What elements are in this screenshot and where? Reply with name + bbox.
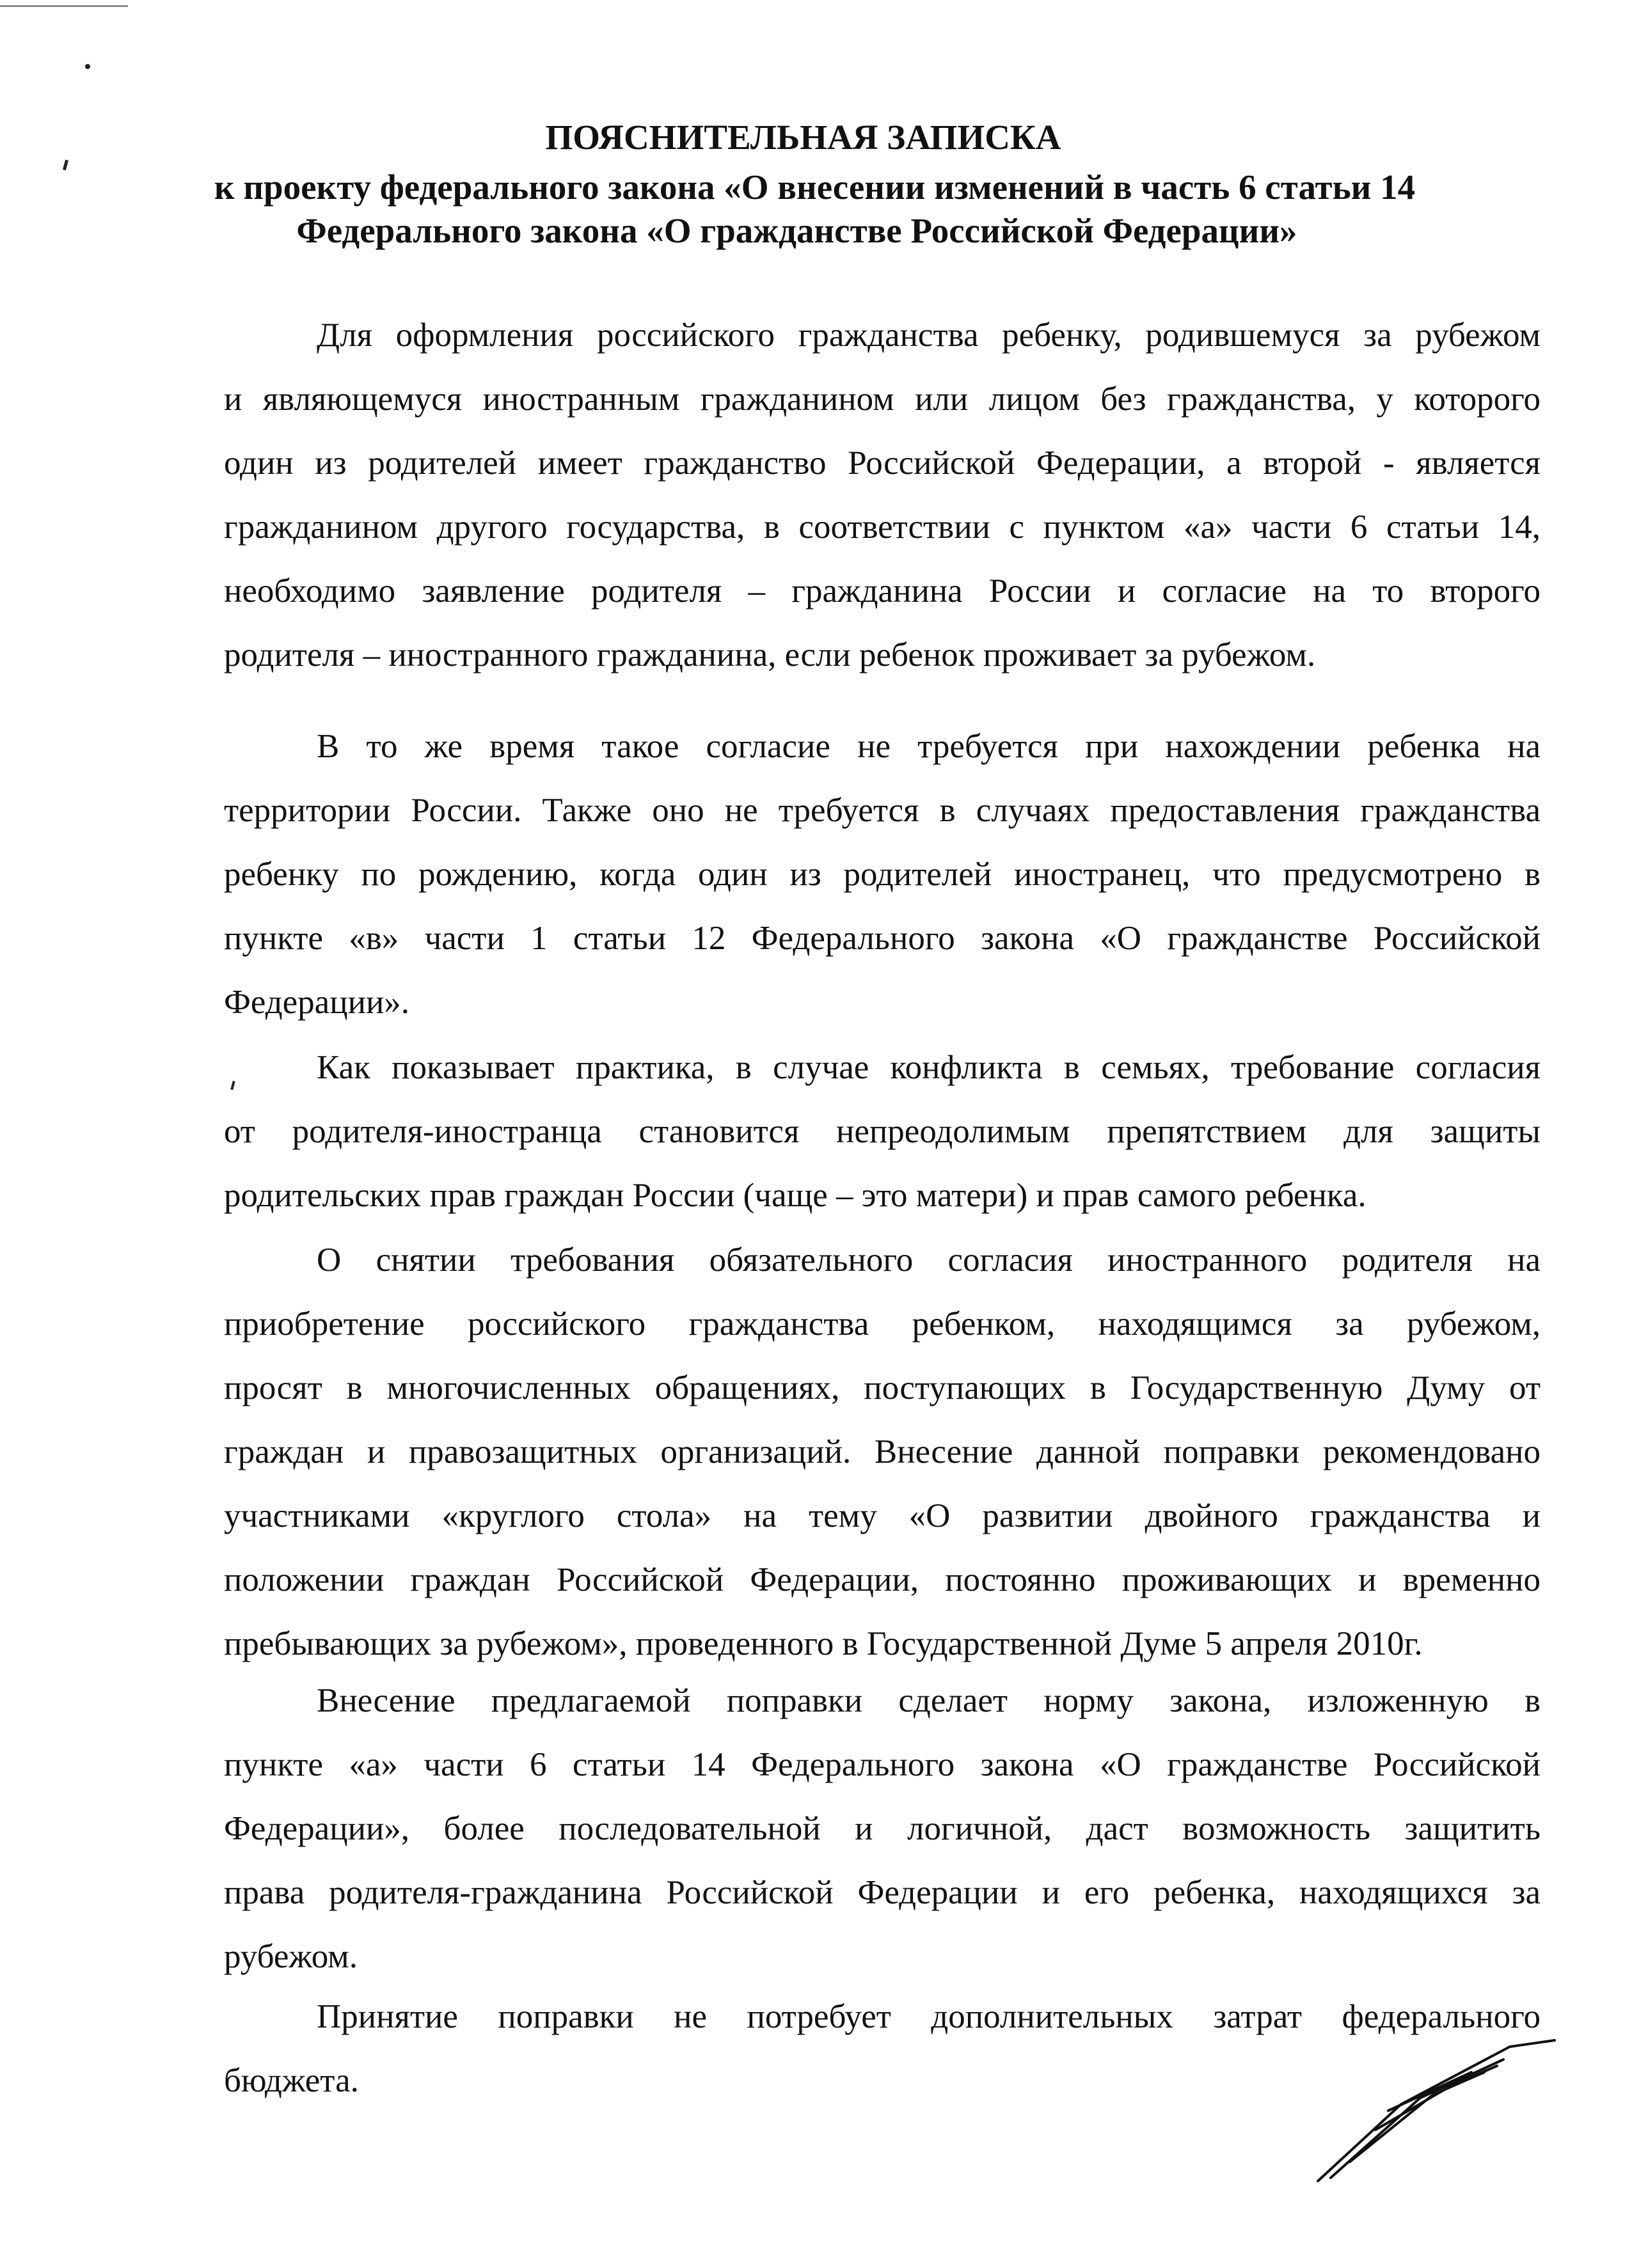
paragraph-line: граждан и правозащитных организаций. Внесение данной поправки рекомендовано — [224, 1433, 1541, 1470]
paragraph-line: и являющемуся иностранным гражданином или лицом без гражданства, у которого — [224, 381, 1541, 418]
paragraph-line: бюджета. — [224, 2062, 359, 2099]
paragraph-line: Как показывает практика, в случае конфликта в семьях, требование согласия — [317, 1049, 1541, 1086]
paragraph-line: В то же время такое согласие не требуется при нахождении ребенка на — [317, 728, 1541, 765]
signature — [1305, 2034, 1561, 2187]
paragraph-line: участниками «круглого стола» на тему «О развитии двойного гражданства и — [224, 1497, 1541, 1534]
paragraph-line: Для оформления российского гражданства ребенку, родившемуся за рубежом — [317, 317, 1541, 354]
document-subtitle: Федерального закона «О гражданстве Российской Федерации» — [296, 211, 1297, 250]
paragraph-line: приобретение российского гражданства ребенком, находящимся за рубежом, — [224, 1305, 1541, 1343]
paragraph-line: необходимо заявление родителя – гражданина России и согласие на то второго — [224, 572, 1541, 610]
paragraph-line: Внесение предлагаемой поправки сделает норму закона, изложенную в — [317, 1682, 1541, 1719]
paragraph-line: территории России. Также оно не требуется в случаях предоставления гражданства — [224, 792, 1541, 829]
paragraph-line: Федерации». — [224, 984, 410, 1021]
paragraph-line: Принятие поправки не потребует дополнительных затрат федерального — [317, 1998, 1541, 2035]
paragraph-line: ребенку по рождению, когда один из родителей иностранец, что предусмотрено в — [224, 856, 1541, 893]
paragraph-line: пункте «а» части 6 статьи 14 Федерального закона «О гражданстве Российской — [224, 1746, 1541, 1783]
paragraph-line: Федерации», более последовательной и логичной, даст возможность защитить — [224, 1810, 1541, 1847]
document-subtitle: к проекту федерального закона «О внесении изменений в часть 6 статьи 14 — [214, 168, 1416, 207]
paragraph-line: положении граждан Российской Федерации, постоянно проживающих и временно — [224, 1561, 1541, 1598]
scan-artifact-tick — [230, 1081, 235, 1091]
paragraph-line: один из родителей имеет гражданство Российской Федерации, а второй - является — [224, 445, 1541, 482]
scan-artifact-line — [0, 5, 128, 7]
paragraph-line: от родителя-иностранца становится непреодолимым препятствием для защиты — [224, 1113, 1541, 1150]
paragraph-line: пункте «в» части 1 статьи 12 Федерального закона «О гражданстве Российской — [224, 920, 1541, 957]
paragraph-line: гражданином другого государства, в соответствии с пунктом «а» части 6 статьи 14, — [224, 508, 1541, 546]
document-title: ПОЯСНИТЕЛЬНАЯ ЗАПИСКА — [545, 118, 1061, 157]
paragraph-line: пребывающих за рубежом», проведенного в Государственной Думе 5 апреля 2010г. — [224, 1625, 1423, 1662]
paragraph-line: права родителя-гражданина Российской Федерации и его ребенка, находящихся за — [224, 1874, 1541, 1911]
paragraph-line: родительских прав граждан России (чаще – это матери) и прав самого ребенка. — [224, 1177, 1367, 1214]
paragraph-line: родителя – иностранного гражданина, если ребенок проживает за рубежом. — [224, 636, 1316, 673]
paragraph-line: О снятии требования обязательного согласия иностранного родителя на — [317, 1241, 1541, 1279]
scan-artifact-dot — [85, 64, 90, 69]
paragraph-line: рубежом. — [224, 1938, 358, 1975]
paragraph-line: просят в многочисленных обращениях, поступающих в Государственную Думу от — [224, 1369, 1541, 1406]
